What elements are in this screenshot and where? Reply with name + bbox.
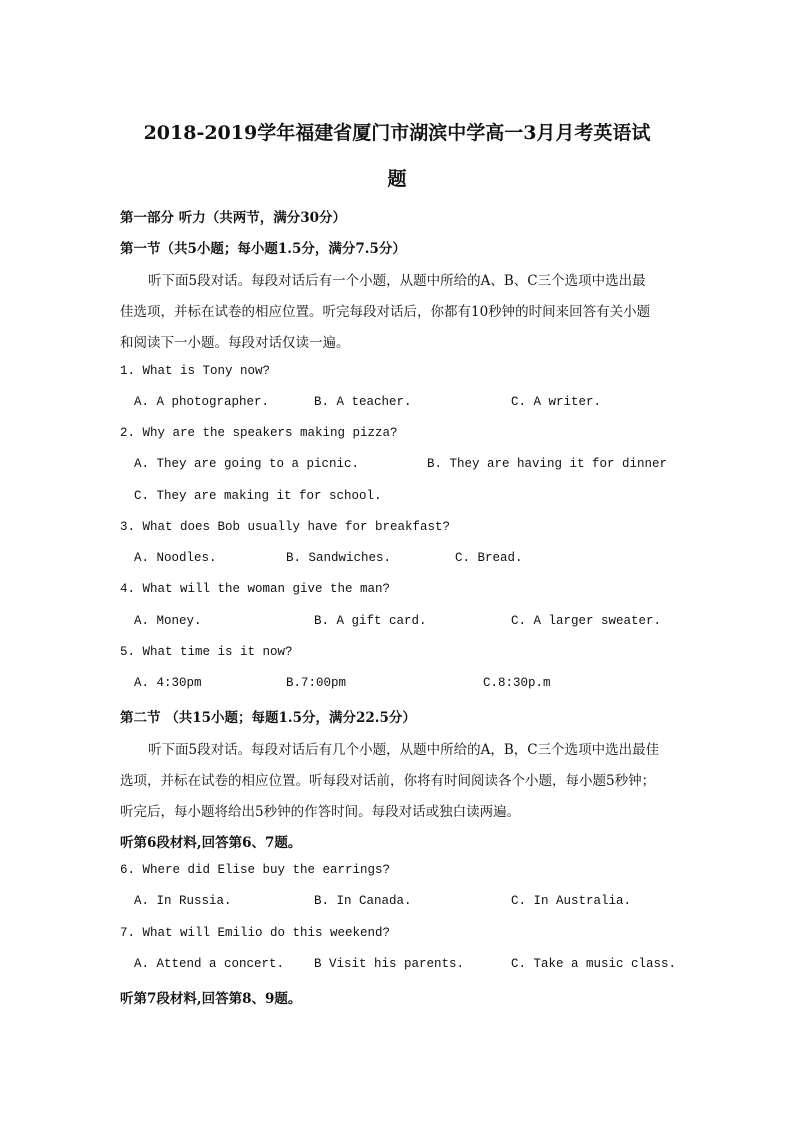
title-line-1: 2018-2019学年福建省厦门市湖滨中学高一3月月考英语试: [143, 122, 651, 144]
question-2-option-b: B. They are having it for dinner: [427, 457, 668, 471]
question-3-option-c: C. Bread.: [455, 551, 523, 565]
question-4-stem: 4. What will the woman give the man?: [120, 582, 391, 596]
question-5-option-a: A. 4:30pm: [134, 676, 202, 690]
question-5-option-b: B.7:00pm: [286, 676, 347, 690]
question-1-option-c: C. A writer.: [511, 395, 602, 409]
question-3-stem: 3. What does Bob usually have for breakfast?: [120, 520, 451, 534]
question-3-option-a: A. Noodles.: [134, 551, 217, 565]
question-7-stem: 7. What will Emilio do this weekend?: [120, 926, 391, 940]
section1-heading: 第一节（共5小题；每小题1.5分，满分7.5分）: [120, 241, 406, 257]
question-1-option-b: B. A teacher.: [314, 395, 412, 409]
section1-instruction-3: 和阅读下一小题。每段对话仅读一遍。: [120, 335, 350, 351]
question-5-option-c: C.8:30p.m: [483, 676, 551, 690]
section2-heading: 第二节 （共15小题；每题1.5分，满分22.5分）: [120, 710, 416, 726]
section2-instruction-3: 听完后，每小题将给出5秒钟的作答时间。每段对话或独白读两遍。: [120, 804, 521, 820]
question-4-option-c: C. A larger sweater.: [511, 614, 662, 628]
question-4-option-a: A. Money.: [134, 614, 202, 628]
question-1-option-a: A. A photographer.: [134, 395, 270, 409]
question-7-option-c: C. Take a music class.: [511, 957, 677, 971]
part1-heading: 第一部分 听力（共两节，满分30分）: [120, 210, 346, 226]
section1-instruction-1: 听下面5段对话。每段对话后有一个小题，从题中所给的A、B、C三个选项中选出最: [148, 273, 646, 289]
question-1-stem: 1. What is Tony now?: [120, 364, 271, 378]
question-2-option-c: C. They are making it for school.: [134, 489, 382, 503]
question-2-stem: 2. Why are the speakers making pizza?: [120, 426, 398, 440]
title-line-2: 题: [387, 168, 407, 190]
question-6-option-a: A. In Russia.: [134, 894, 232, 908]
section2-instruction-1: 听下面5段对话。每段对话后有几个小题，从题中所给的A，B，C三个选项中选出最佳: [148, 742, 660, 758]
question-6-option-c: C. In Australia.: [511, 894, 632, 908]
question-5-stem: 5. What time is it now?: [120, 645, 293, 659]
question-4-option-b: B. A gift card.: [314, 614, 427, 628]
material-7-heading: 听第7段材料,回答第8、9题。: [120, 991, 302, 1007]
question-3-option-b: B. Sandwiches.: [286, 551, 392, 565]
question-7-option-a: A. Attend a concert.: [134, 957, 285, 971]
question-6-stem: 6. Where did Elise buy the earrings?: [120, 863, 391, 877]
section1-instruction-2: 佳选项，并标在试卷的相应位置。听完每段对话后，你都有10秒钟的时间来回答有关小题: [120, 304, 651, 320]
question-6-option-b: B. In Canada.: [314, 894, 412, 908]
question-2-option-a: A. They are going to a picnic.: [134, 457, 360, 471]
question-7-option-b: B Visit his parents.: [314, 957, 465, 971]
document-title: [100, 110, 694, 202]
material-6-heading: 听第6段材料,回答第6、7题。: [120, 835, 302, 851]
section2-instruction-2: 选项，并标在试卷的相应位置。听每段对话前，你将有时间阅读各个小题，每小题5秒钟；: [120, 773, 656, 789]
